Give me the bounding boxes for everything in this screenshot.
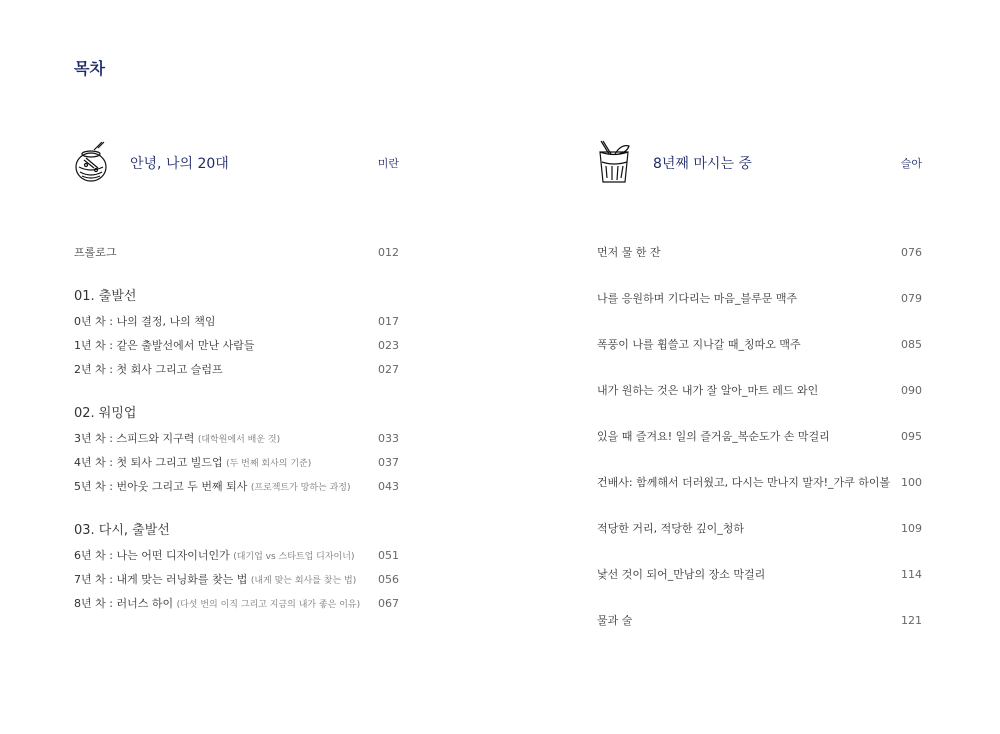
toc-entry[interactable] (597, 244, 922, 260)
entry-title: 있을 때 즐겨요! 일의 즐거움_복순도가 손 막걸리 (597, 430, 830, 443)
entry-page: 023 (378, 339, 399, 352)
entry-page: 109 (901, 522, 922, 535)
entry-note: (대학원에서 배운 것) (197, 435, 281, 445)
entry-page: 100 (901, 476, 922, 489)
toc-entry[interactable] (74, 478, 399, 494)
drink-glass-icon (597, 140, 633, 184)
toc-entry-prologue[interactable] (74, 244, 399, 260)
entry-page: 067 (378, 597, 399, 610)
entry-note: (내게 맞는 회사를 찾는 법) (250, 576, 357, 586)
toc-entry[interactable] (597, 382, 922, 398)
entry-page: 037 (378, 456, 399, 469)
part-author-left: 미란 (377, 157, 399, 170)
part-author-right: 슬아 (900, 157, 922, 170)
entry-title: 나를 응원하며 기다리는 마음_블루문 맥주 (597, 292, 798, 305)
entry-page: 085 (901, 338, 922, 351)
fishbowl-icon (74, 140, 110, 184)
part-title-right: 8년째 마시는 중 (653, 156, 752, 172)
entry-title: 폭풍이 나를 휩쓸고 지나갈 때_칭따오 맥주 (597, 338, 801, 351)
section-heading: 01. 출발선 (74, 289, 137, 304)
entry-page: 079 (901, 292, 922, 305)
toc-entry[interactable] (74, 571, 399, 587)
toc-entry[interactable] (597, 336, 922, 352)
part-header-left (74, 140, 399, 184)
toc-entry[interactable] (74, 454, 399, 470)
toc-entry[interactable] (597, 566, 922, 582)
entry-note: (두 번째 회사의 기준) (226, 459, 312, 469)
entry-page: 090 (901, 384, 922, 397)
entry-page: 051 (378, 549, 399, 562)
entry-title: 내가 원하는 것은 내가 잘 알아_마트 레드 와인 (597, 384, 819, 397)
toc-entry[interactable] (74, 361, 399, 377)
entry-title: 7년 차 : 내게 맞는 러닝화를 찾는 법 (74, 573, 248, 586)
entry-page: 114 (901, 568, 922, 581)
entry-page: 056 (378, 573, 399, 586)
entry-title: 건배사: 함께해서 더러웠고, 다시는 만나지 말자!_가쿠 하이볼 (597, 476, 891, 489)
entry-page: 033 (378, 432, 399, 445)
toc-entry[interactable] (597, 612, 922, 628)
entry-page: 121 (901, 614, 922, 627)
entry-title: 1년 차 : 같은 출발선에서 만난 사람들 (74, 339, 255, 352)
entry-title: 3년 차 : 스피드와 지구력 (74, 432, 195, 445)
toc-entry[interactable] (74, 595, 399, 611)
page-title: 목차 (74, 59, 105, 78)
entry-page: 095 (901, 430, 922, 443)
entry-page: 076 (901, 246, 922, 259)
entry-page: 027 (378, 363, 399, 376)
toc-entry[interactable] (597, 428, 922, 444)
entry-title: 먼저 물 한 잔 (597, 246, 661, 259)
toc-entry[interactable] (597, 520, 922, 536)
entry-title: 0년 차 : 나의 결정, 나의 책임 (74, 315, 216, 328)
entry-page: 017 (378, 315, 399, 328)
part-header-right (597, 140, 922, 184)
section-heading: 02. 워밍업 (74, 406, 137, 421)
toc-entry[interactable] (74, 313, 399, 329)
entry-title: 6년 차 : 나는 어떤 디자이너인가 (74, 549, 230, 562)
entry-title: 프롤로그 (74, 246, 117, 259)
toc-entry[interactable] (74, 337, 399, 353)
entry-title: 5년 차 : 번아웃 그리고 두 번째 퇴사 (74, 480, 248, 493)
entry-title: 8년 차 : 러너스 하이 (74, 597, 174, 610)
toc-entry[interactable] (74, 547, 399, 563)
entry-page: 012 (378, 246, 399, 259)
entry-title: 2년 차 : 첫 회사 그리고 슬럼프 (74, 363, 223, 376)
toc-entry[interactable] (597, 474, 922, 490)
section-heading: 03. 다시, 출발선 (74, 523, 170, 538)
entry-page: 043 (378, 480, 399, 493)
entry-title: 4년 차 : 첫 퇴사 그리고 빌드업 (74, 456, 223, 469)
entry-title: 적당한 거리, 적당한 깊이_청하 (597, 522, 744, 535)
entry-title: 물과 술 (597, 614, 633, 627)
entry-title: 낯선 것이 되어_만남의 장소 막걸리 (597, 568, 766, 581)
part-title-left: 안녕, 나의 20대 (130, 156, 229, 172)
toc-entry[interactable] (74, 430, 399, 446)
entry-note: (프로젝트가 망하는 과정) (250, 483, 351, 493)
entry-note: (다섯 번의 이직 그리고 지금의 내가 좋은 이유) (176, 600, 361, 610)
entry-note: (대기업 vs 스타트업 디자이너) (233, 552, 355, 562)
toc-entry[interactable] (597, 290, 922, 306)
